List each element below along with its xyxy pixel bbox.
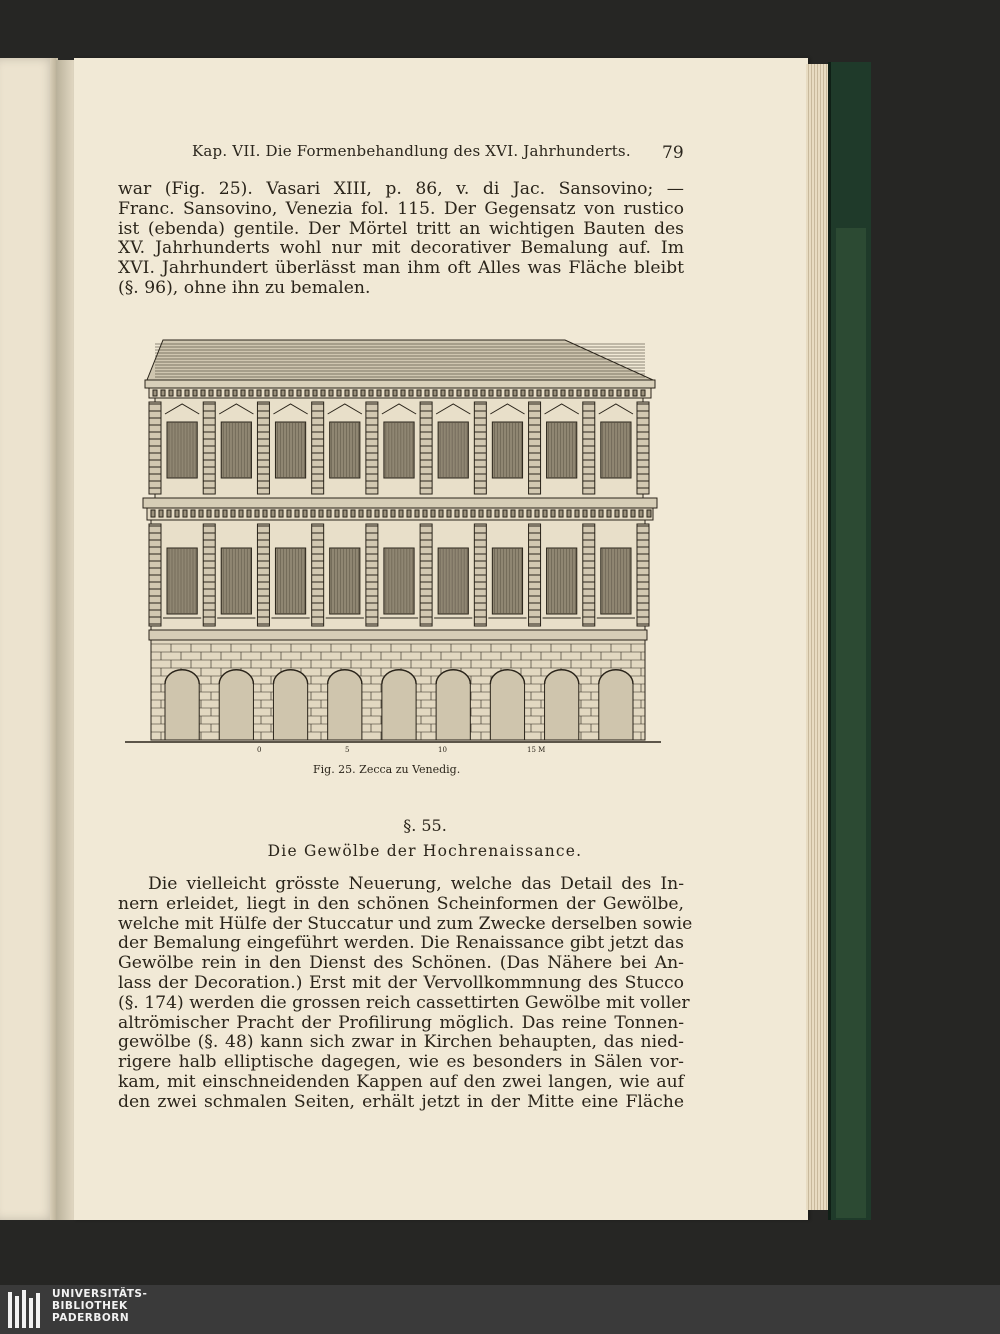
text-line: altrömischer Pracht der Profilirung möglich. Das reine Tonnen- bbox=[118, 1012, 684, 1033]
text-line: (§. 96), ohne ihn zu bemalen. bbox=[118, 277, 371, 298]
library-logo-text bbox=[52, 1288, 147, 1324]
bottom-paragraph bbox=[118, 874, 693, 1113]
text-line: XV. Jahrhunderts wohl nur mit decorativer Bemalung auf. Im bbox=[118, 238, 684, 259]
scale-label: 15 M bbox=[527, 746, 546, 754]
text-line: den zwei schmalen Seiten, erhält jetzt in der Mitte eine Fläche bbox=[118, 1091, 684, 1112]
scale-label: 10 bbox=[438, 746, 447, 754]
page-number: 79 bbox=[662, 143, 684, 163]
text-line: der Bemalung eingeführt werden. Die Renaissance gibt jetzt das bbox=[118, 933, 684, 954]
text-line: welche mit Hülfe der Stuccatur und zum Zwecke derselben sowie bbox=[118, 913, 693, 934]
library-logo-icon bbox=[6, 1288, 46, 1332]
figure-caption: Fig. 25. Zecca zu Venedig. bbox=[313, 763, 461, 776]
section-number: §. 55. bbox=[403, 816, 447, 835]
text-line: Franc. Sansovino, Venezia fol. 115. Der Gegensatz von rustico bbox=[118, 198, 684, 219]
left-page-edge bbox=[0, 58, 58, 1220]
text-line: (§. 174) werden die grossen reich cassettirten Gewölbe mit voller bbox=[118, 992, 690, 1013]
text-line: Gewölbe rein in den Dienst des Schönen. (Das Nähere bei An- bbox=[118, 953, 684, 974]
text-line: lass der Decoration.) Erst mit der Vervollkommnung des Stucco bbox=[118, 972, 684, 993]
text-line: kam, mit einschneidenden Kappen auf den zwei langen, wie auf bbox=[118, 1071, 684, 1092]
book-gutter bbox=[56, 60, 76, 1220]
text-line: XVI. Jahrhundert überlässt man ihm oft Alles was Fläche bleibt bbox=[118, 258, 684, 279]
facade-illustration bbox=[125, 338, 661, 758]
logo-line: UNIVERSITÄTS- bbox=[52, 1288, 148, 1300]
running-head: Kap. VII. Die Formenbehandlung des XVI. Jahrhunderts. bbox=[192, 142, 631, 160]
section-title: Die Gewölbe der Hochrenaissance. bbox=[267, 842, 583, 860]
text-line: war (Fig. 25). Vasari XIII, p. 86, v. di Jac. Sansovino; — bbox=[118, 179, 684, 199]
text-line: Die vielleicht grösste Neuerung, welche das Detail des In- bbox=[148, 874, 684, 894]
text-line: ist (ebenda) gentile. Der Mörtel tritt an wichtigen Bauten des bbox=[118, 218, 684, 239]
cover-spine-panel bbox=[836, 228, 866, 1218]
scale-label: 5 bbox=[345, 746, 350, 754]
scale-label: 0 bbox=[257, 746, 262, 754]
text-line: nern erleidet, liegt in den schönen Scheinformen der Gewölbe, bbox=[118, 893, 684, 914]
logo-line: PADERBORN bbox=[52, 1312, 130, 1324]
text-line: rigere halb elliptische dagegen, wie es besonders in Sälen vor- bbox=[118, 1052, 684, 1073]
text-line: gewölbe (§. 48) kann sich zwar in Kirchen behaupten, das nied- bbox=[118, 1032, 684, 1053]
logo-line: BIBLIOTHEK bbox=[52, 1300, 128, 1312]
library-footer-bar bbox=[0, 1285, 1000, 1334]
top-paragraph bbox=[118, 180, 684, 299]
